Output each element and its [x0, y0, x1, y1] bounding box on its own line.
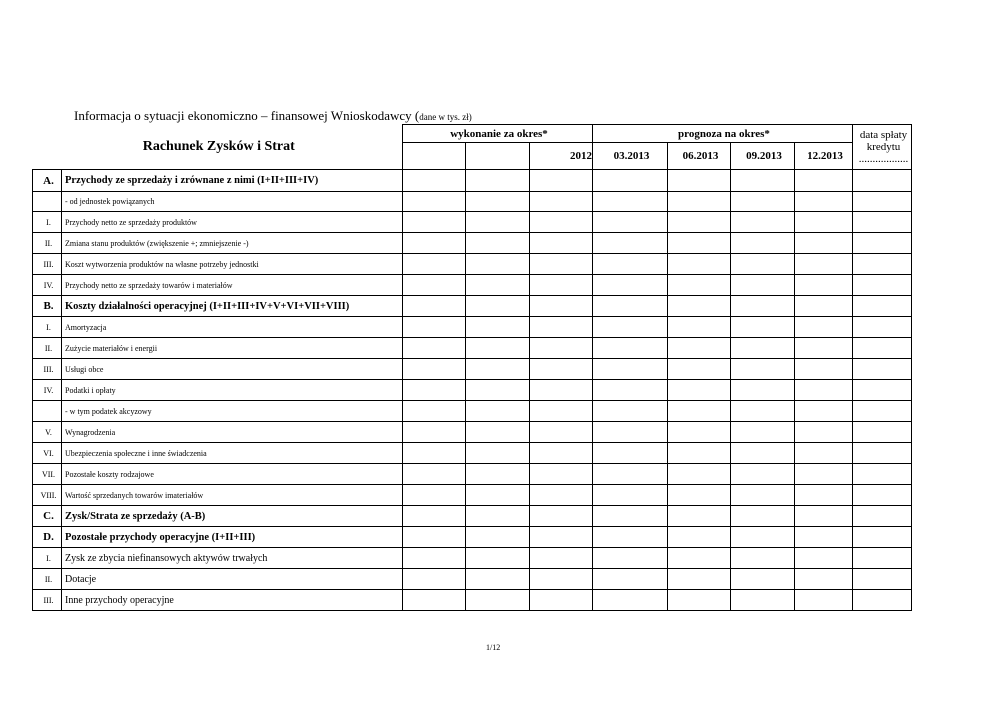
row-number: B. [33, 296, 62, 317]
value-cell[interactable] [668, 527, 731, 548]
value-cell[interactable] [853, 317, 912, 338]
value-cell[interactable] [466, 170, 530, 192]
value-cell[interactable] [466, 464, 530, 485]
value-cell[interactable] [593, 506, 668, 527]
value-cell[interactable] [795, 275, 853, 296]
table-row [33, 548, 912, 569]
value-cell[interactable] [593, 254, 668, 275]
value-cell[interactable] [853, 296, 912, 317]
row-label: Koszty działalności operacyjnej (I+II+III+IV+V+VI+VII+VIII) [62, 296, 403, 317]
value-cell[interactable] [853, 275, 912, 296]
table-row [33, 443, 912, 464]
value-cell[interactable] [853, 170, 912, 192]
value-cell[interactable] [668, 464, 731, 485]
value-cell[interactable] [403, 548, 466, 569]
value-cell[interactable] [853, 254, 912, 275]
value-cell[interactable] [668, 443, 731, 464]
row-number: VII. [33, 464, 62, 485]
value-cell[interactable] [530, 506, 593, 527]
row-label: Ubezpieczenia społeczne i inne świadczenia [62, 443, 403, 464]
value-cell[interactable] [403, 485, 466, 506]
loan-repayment-label: data spłaty [859, 129, 908, 141]
value-cell[interactable] [731, 401, 795, 422]
value-cell[interactable] [795, 443, 853, 464]
row-number [33, 401, 62, 422]
value-cell[interactable] [853, 338, 912, 359]
value-cell[interactable] [593, 590, 668, 611]
value-cell[interactable] [403, 192, 466, 212]
value-cell[interactable] [795, 359, 853, 380]
row-label: Zysk/Strata ze sprzedaży (A-B) [62, 506, 403, 527]
row-number: C. [33, 506, 62, 527]
value-cell[interactable] [668, 212, 731, 233]
table-row [33, 527, 912, 548]
row-label: Przychody netto ze sprzedaży produktów [62, 212, 403, 233]
value-cell[interactable] [853, 590, 912, 611]
column-2012: 2012 [530, 143, 593, 170]
value-cell[interactable] [731, 233, 795, 254]
document-title [74, 108, 472, 124]
value-cell[interactable] [731, 485, 795, 506]
value-cell[interactable] [853, 359, 912, 380]
value-cell[interactable] [795, 192, 853, 212]
row-label: Przychody netto ze sprzedaży towarów i materiałów [62, 275, 403, 296]
value-cell[interactable] [731, 170, 795, 192]
value-cell[interactable] [795, 254, 853, 275]
value-cell[interactable] [795, 506, 853, 527]
value-cell[interactable] [795, 317, 853, 338]
table-row [33, 192, 912, 212]
value-cell[interactable] [593, 443, 668, 464]
value-cell[interactable] [466, 485, 530, 506]
table-row [33, 401, 912, 422]
row-label: Wynagrodzenia [62, 422, 403, 443]
row-number: III. [33, 359, 62, 380]
value-cell[interactable] [795, 401, 853, 422]
table-row [33, 464, 912, 485]
value-cell[interactable] [731, 192, 795, 212]
value-cell[interactable] [668, 275, 731, 296]
value-cell[interactable] [853, 485, 912, 506]
table-row [33, 275, 912, 296]
value-cell[interactable] [466, 401, 530, 422]
page-number: 1/12 [486, 643, 501, 652]
table-row [33, 569, 912, 590]
value-cell[interactable] [668, 359, 731, 380]
value-cell[interactable] [530, 254, 593, 275]
table-row [33, 296, 912, 317]
value-cell[interactable] [403, 359, 466, 380]
value-cell[interactable] [593, 275, 668, 296]
value-cell[interactable] [593, 317, 668, 338]
value-cell[interactable] [668, 569, 731, 590]
value-cell[interactable] [530, 443, 593, 464]
table-row [33, 359, 912, 380]
value-cell[interactable] [466, 359, 530, 380]
table-row [33, 254, 912, 275]
value-cell[interactable] [593, 380, 668, 401]
row-number: IV. [33, 380, 62, 401]
value-cell[interactable] [530, 338, 593, 359]
value-cell[interactable] [593, 296, 668, 317]
value-cell[interactable] [403, 233, 466, 254]
row-label: Zysk ze zbycia niefinansowych aktywów trwałych [62, 548, 403, 569]
value-cell[interactable] [668, 338, 731, 359]
row-label: - od jednostek powiązanych [62, 192, 403, 212]
value-cell[interactable] [530, 275, 593, 296]
value-cell[interactable] [466, 192, 530, 212]
document-title-main: Informacja o sytuacji ekonomiczno – finansowej Wnioskodawcy ( [74, 108, 420, 123]
table-row [33, 233, 912, 254]
value-cell[interactable] [466, 275, 530, 296]
value-cell[interactable] [731, 464, 795, 485]
value-cell[interactable] [530, 548, 593, 569]
value-cell[interactable] [731, 527, 795, 548]
value-cell[interactable] [795, 590, 853, 611]
value-cell[interactable] [593, 192, 668, 212]
column-12-2013: 12.2013 [795, 143, 853, 170]
value-cell[interactable] [466, 443, 530, 464]
value-cell[interactable] [795, 233, 853, 254]
value-cell[interactable] [593, 569, 668, 590]
table-row [33, 380, 912, 401]
row-number: A. [33, 170, 62, 192]
value-cell[interactable] [466, 338, 530, 359]
value-cell[interactable] [593, 422, 668, 443]
table-row [33, 422, 912, 443]
value-cell[interactable] [853, 464, 912, 485]
value-cell[interactable] [593, 485, 668, 506]
value-cell[interactable] [853, 212, 912, 233]
table-row [33, 338, 912, 359]
table-row [33, 170, 912, 192]
value-cell[interactable] [403, 401, 466, 422]
value-cell[interactable] [466, 296, 530, 317]
value-cell[interactable] [403, 590, 466, 611]
value-cell[interactable] [795, 338, 853, 359]
row-label: Zmiana stanu produktów (zwiększenie +; zmniejszenie -) [62, 233, 403, 254]
row-label: Inne przychody operacyjne [62, 590, 403, 611]
value-cell[interactable] [731, 506, 795, 527]
value-cell[interactable] [466, 590, 530, 611]
value-cell[interactable] [530, 527, 593, 548]
document-title-unit-note: dane w tys. zł) [419, 112, 472, 122]
value-cell[interactable] [668, 233, 731, 254]
value-cell[interactable] [593, 359, 668, 380]
value-cell[interactable] [668, 548, 731, 569]
value-cell[interactable] [731, 212, 795, 233]
value-cell[interactable] [530, 359, 593, 380]
row-number: II. [33, 569, 62, 590]
value-cell[interactable] [668, 192, 731, 212]
value-cell[interactable] [668, 254, 731, 275]
row-number: III. [33, 590, 62, 611]
header-row-1 [33, 125, 912, 143]
value-cell[interactable] [795, 485, 853, 506]
value-cell[interactable] [731, 359, 795, 380]
loan-label: kredytu [866, 141, 901, 153]
row-number: VIII. [33, 485, 62, 506]
value-cell[interactable] [731, 254, 795, 275]
value-cell[interactable] [795, 464, 853, 485]
value-cell[interactable] [853, 548, 912, 569]
value-cell[interactable] [403, 422, 466, 443]
row-number [33, 192, 62, 212]
value-cell[interactable] [853, 569, 912, 590]
value-cell[interactable] [853, 192, 912, 212]
table-row [33, 590, 912, 611]
value-cell[interactable] [731, 422, 795, 443]
value-cell[interactable] [403, 275, 466, 296]
row-number: VI. [33, 443, 62, 464]
value-cell[interactable] [466, 527, 530, 548]
row-label: Pozostałe koszty rodzajowe [62, 464, 403, 485]
value-cell[interactable] [530, 192, 593, 212]
row-label: Wartość sprzedanych towarów imateriałów [62, 485, 403, 506]
value-cell[interactable] [530, 590, 593, 611]
row-number: D. [33, 527, 62, 548]
value-cell[interactable] [795, 296, 853, 317]
column-03-2013: 03.2013 [593, 143, 668, 170]
value-cell[interactable] [795, 527, 853, 548]
value-cell[interactable] [593, 527, 668, 548]
header-actual-period: wykonanie za okres* [403, 125, 593, 143]
row-number: II. [33, 233, 62, 254]
value-cell[interactable] [668, 296, 731, 317]
value-cell[interactable] [466, 422, 530, 443]
row-number: III. [33, 254, 62, 275]
value-cell[interactable] [731, 317, 795, 338]
value-cell[interactable] [403, 212, 466, 233]
value-cell[interactable] [403, 254, 466, 275]
value-cell[interactable] [853, 506, 912, 527]
value-cell[interactable] [466, 233, 530, 254]
value-cell[interactable] [731, 380, 795, 401]
value-cell[interactable] [530, 569, 593, 590]
value-cell[interactable] [668, 422, 731, 443]
value-cell[interactable] [731, 443, 795, 464]
value-cell[interactable] [853, 443, 912, 464]
value-cell[interactable] [795, 380, 853, 401]
row-number: I. [33, 548, 62, 569]
actual-period-cell-2 [466, 143, 530, 170]
repayment-date-placeholder: .................. [858, 153, 909, 165]
value-cell[interactable] [466, 317, 530, 338]
value-cell[interactable] [466, 506, 530, 527]
column-09-2013: 09.2013 [731, 143, 795, 170]
value-cell[interactable] [853, 401, 912, 422]
row-label: Zużycie materiałów i energii [62, 338, 403, 359]
value-cell[interactable] [530, 233, 593, 254]
value-cell[interactable] [403, 527, 466, 548]
row-label: Podatki i opłaty [62, 380, 403, 401]
income-statement-table [32, 124, 912, 611]
column-06-2013: 06.2013 [668, 143, 731, 170]
value-cell[interactable] [731, 590, 795, 611]
value-cell[interactable] [795, 212, 853, 233]
value-cell[interactable] [530, 380, 593, 401]
value-cell[interactable] [731, 338, 795, 359]
row-label: Dotacje [62, 569, 403, 590]
value-cell[interactable] [668, 317, 731, 338]
value-cell[interactable] [403, 380, 466, 401]
table-row [33, 317, 912, 338]
row-label: Pozostałe przychody operacyjne (I+II+III) [62, 527, 403, 548]
table-row [33, 212, 912, 233]
row-number: I. [33, 212, 62, 233]
value-cell[interactable] [530, 464, 593, 485]
value-cell[interactable] [403, 464, 466, 485]
value-cell[interactable] [593, 464, 668, 485]
value-cell[interactable] [530, 485, 593, 506]
value-cell[interactable] [466, 548, 530, 569]
header-loan-repayment-date [853, 125, 912, 170]
row-number: IV. [33, 275, 62, 296]
value-cell[interactable] [795, 548, 853, 569]
value-cell[interactable] [668, 506, 731, 527]
row-label: Koszt wytworzenia produktów na własne potrzeby jednostki [62, 254, 403, 275]
sheet-title: Rachunek Zysków i Strat [33, 125, 403, 170]
row-number: I. [33, 317, 62, 338]
value-cell[interactable] [466, 254, 530, 275]
value-cell[interactable] [466, 569, 530, 590]
table-row [33, 506, 912, 527]
value-cell[interactable] [403, 170, 466, 192]
value-cell[interactable] [530, 422, 593, 443]
value-cell[interactable] [853, 422, 912, 443]
value-cell[interactable] [593, 170, 668, 192]
value-cell[interactable] [731, 548, 795, 569]
value-cell[interactable] [668, 401, 731, 422]
value-cell[interactable] [795, 170, 853, 192]
value-cell[interactable] [593, 212, 668, 233]
row-label: Przychody ze sprzedaży i zrównane z nimi (I+II+III+IV) [62, 170, 403, 192]
value-cell[interactable] [403, 569, 466, 590]
row-number: V. [33, 422, 62, 443]
value-cell[interactable] [668, 590, 731, 611]
value-cell[interactable] [731, 569, 795, 590]
value-cell[interactable] [731, 296, 795, 317]
row-label: Usługi obce [62, 359, 403, 380]
value-cell[interactable] [668, 485, 731, 506]
value-cell[interactable] [403, 338, 466, 359]
value-cell[interactable] [530, 212, 593, 233]
value-cell[interactable] [731, 275, 795, 296]
value-cell[interactable] [668, 170, 731, 192]
value-cell[interactable] [795, 422, 853, 443]
row-label: Amortyzacja [62, 317, 403, 338]
value-cell[interactable] [403, 443, 466, 464]
value-cell[interactable] [593, 233, 668, 254]
actual-period-cell-1 [403, 143, 466, 170]
value-cell[interactable] [530, 317, 593, 338]
value-cell[interactable] [853, 527, 912, 548]
value-cell[interactable] [403, 296, 466, 317]
value-cell[interactable] [853, 233, 912, 254]
row-label: - w tym podatek akcyzowy [62, 401, 403, 422]
value-cell[interactable] [466, 212, 530, 233]
value-cell[interactable] [530, 296, 593, 317]
value-cell[interactable] [403, 317, 466, 338]
value-cell[interactable] [530, 401, 593, 422]
header-forecast-period: prognoza na okres* [593, 125, 853, 143]
value-cell[interactable] [530, 170, 593, 192]
value-cell[interactable] [853, 380, 912, 401]
value-cell[interactable] [593, 401, 668, 422]
value-cell[interactable] [593, 338, 668, 359]
value-cell[interactable] [668, 380, 731, 401]
row-number: II. [33, 338, 62, 359]
value-cell[interactable] [466, 380, 530, 401]
value-cell[interactable] [403, 506, 466, 527]
value-cell[interactable] [593, 548, 668, 569]
value-cell[interactable] [795, 569, 853, 590]
table-row [33, 485, 912, 506]
